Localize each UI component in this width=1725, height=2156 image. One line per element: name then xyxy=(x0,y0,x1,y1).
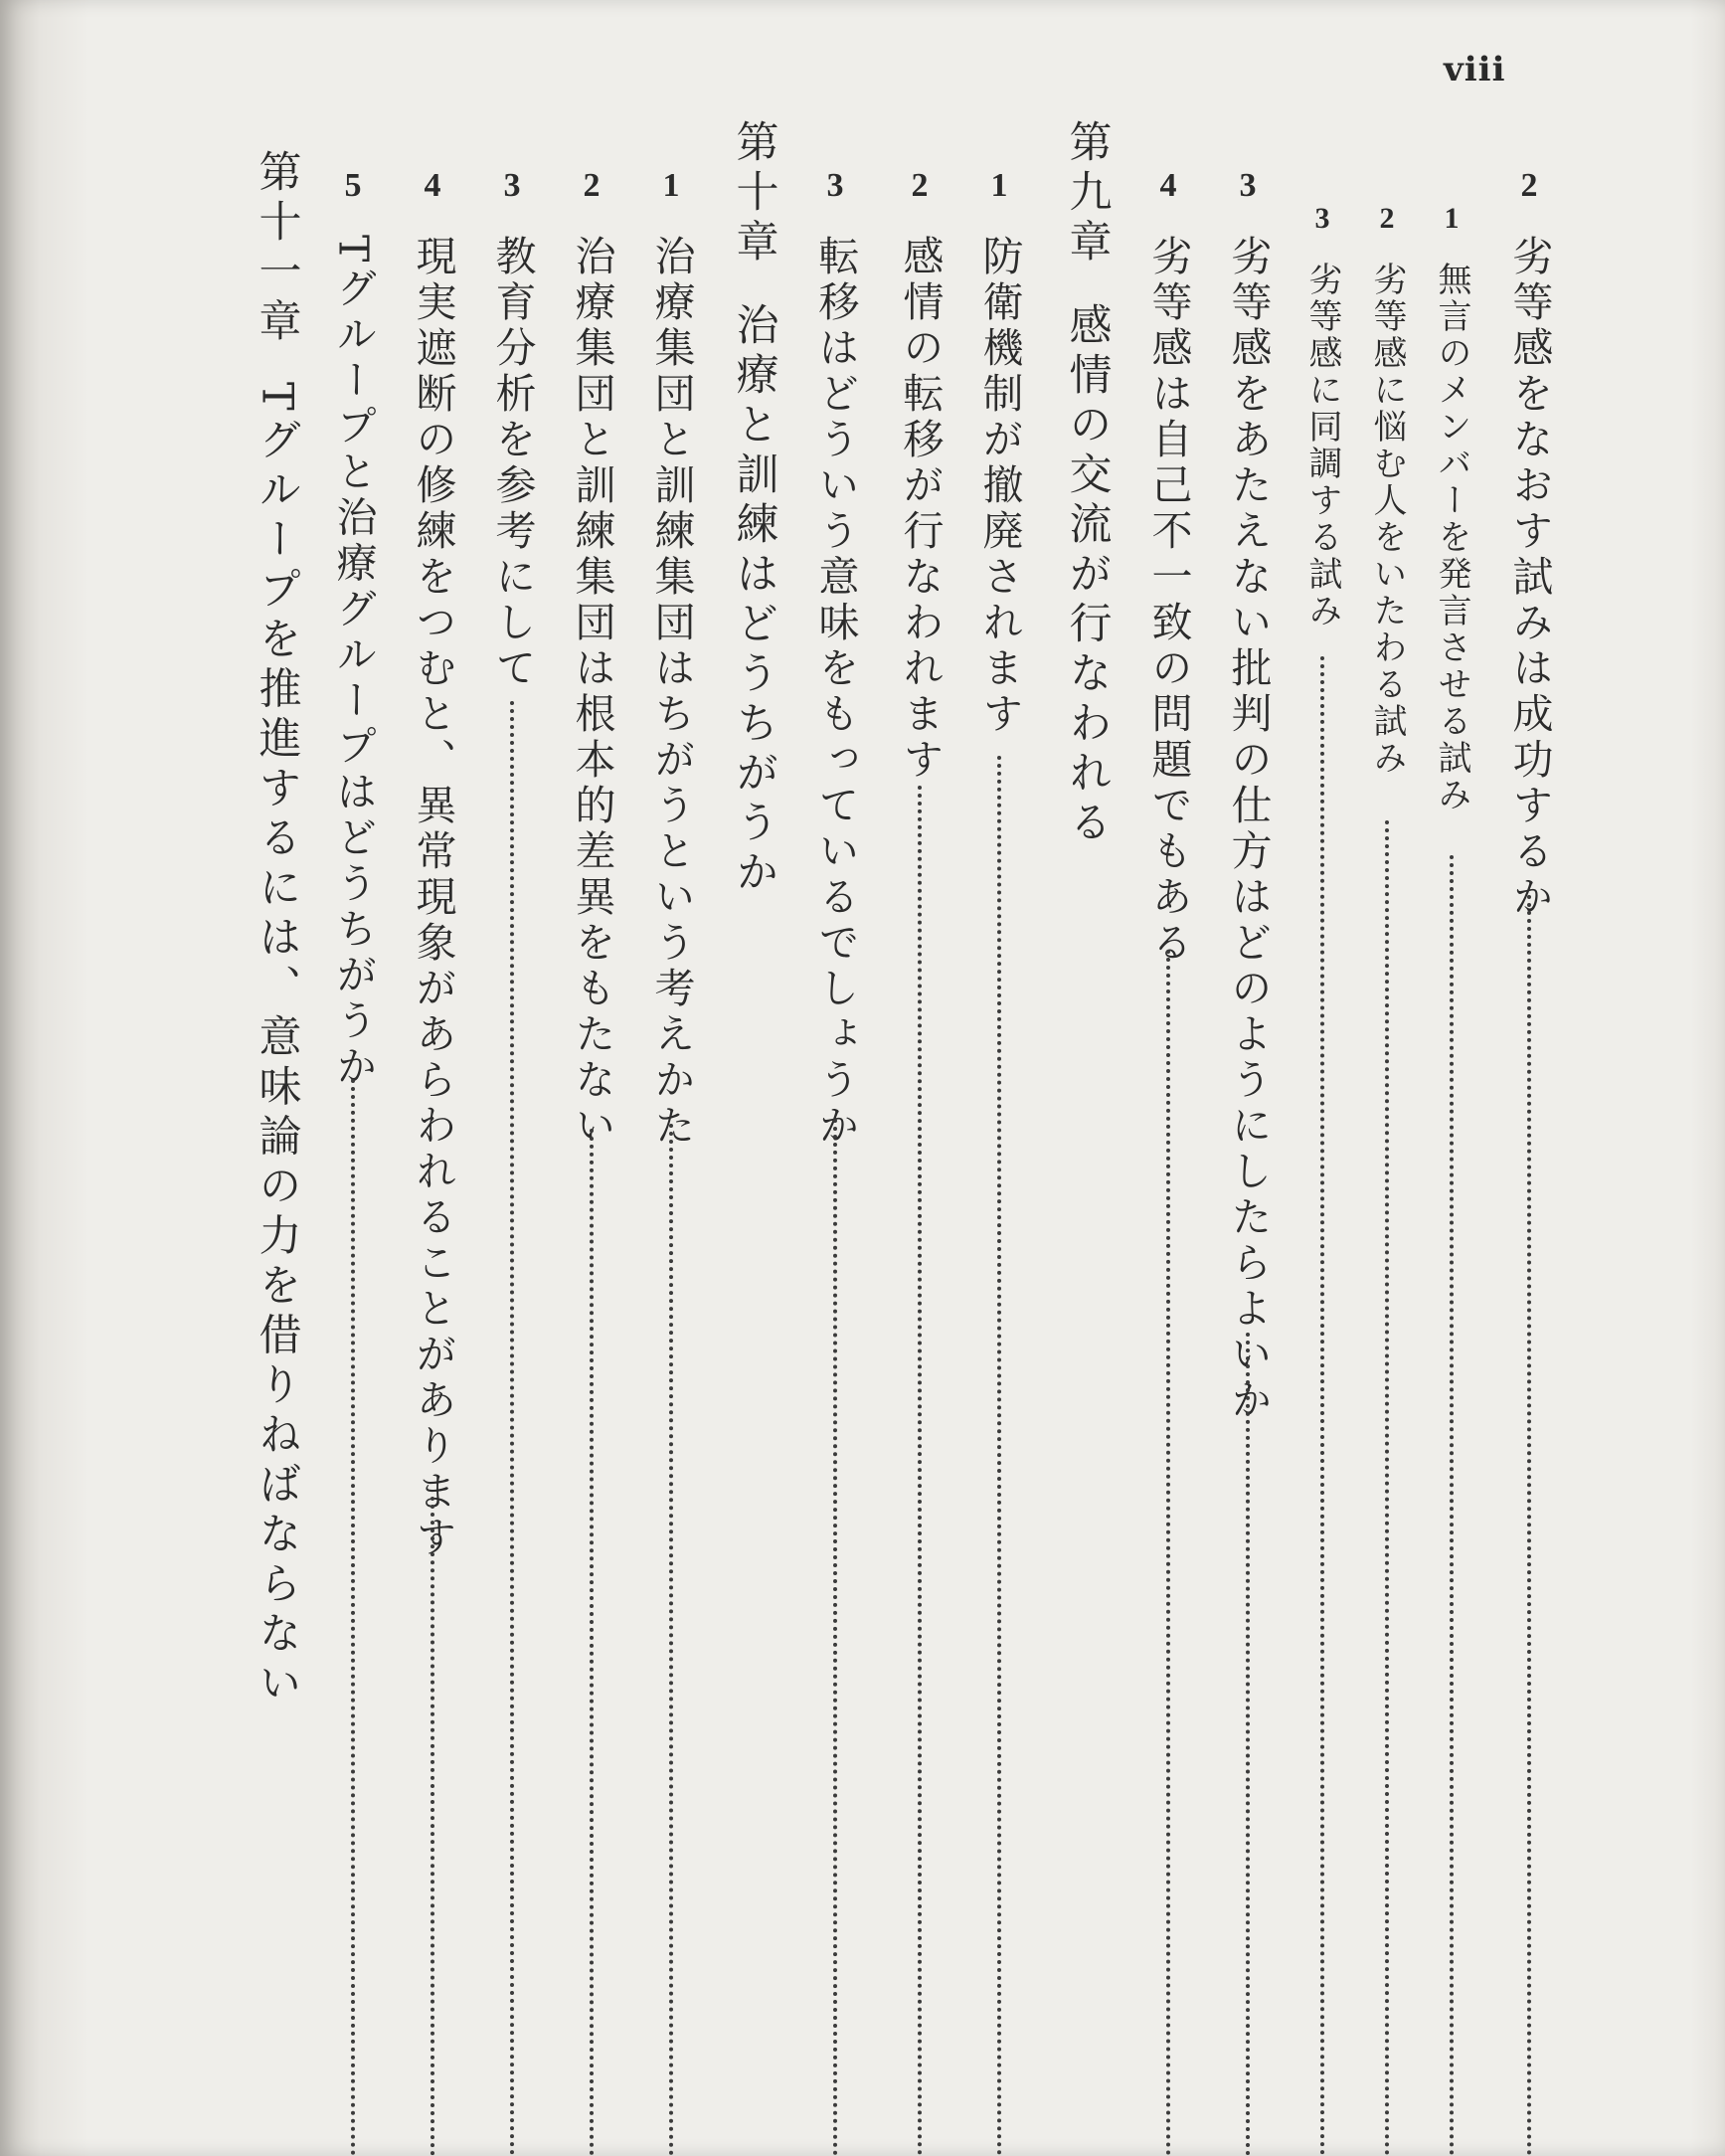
entry-title: 劣等感は自己不一致の問題でもある xyxy=(1144,235,1193,967)
entry-title: 劣等感に同調する試み xyxy=(1302,262,1342,629)
entry-title: 防衛機制が撤廃されます xyxy=(975,235,1024,738)
entry-title: Tグループと治療グループはどうちがうか xyxy=(329,235,378,1091)
toc-subentry xyxy=(1422,204,1481,813)
toc-entry xyxy=(969,169,1029,738)
entry-number: 4 xyxy=(424,167,441,204)
page-number: viii xyxy=(1444,50,1506,90)
entry-number: 1 xyxy=(990,167,1008,204)
chapter-heading xyxy=(1057,119,1117,849)
entry-title: 劣等感をあたえない批判の仕方はどのようにしたらよいか xyxy=(1224,235,1273,1424)
entry-number: 2 xyxy=(911,167,929,204)
chapter-title: 感情の交流が行なわれる xyxy=(1062,302,1113,849)
toc-subentry xyxy=(1293,204,1352,629)
entry-number: 1 xyxy=(662,167,680,204)
toc-entry xyxy=(1499,169,1559,921)
dot-leader xyxy=(1166,950,1170,2156)
chapter-label: 第十章 xyxy=(729,119,779,269)
entry-number: 1 xyxy=(1444,202,1460,235)
dot-leader xyxy=(918,786,922,2156)
dot-leader xyxy=(431,1497,434,2156)
dot-leader xyxy=(1385,820,1389,2156)
entry-title: 無言のメンバーを発言させる試み xyxy=(1432,262,1471,813)
toc-entry xyxy=(641,169,701,1150)
toc-entry xyxy=(805,169,865,1150)
chapter-label: 第十一章 xyxy=(252,149,302,348)
entry-number: 3 xyxy=(826,167,844,204)
entry-title: 転移はどういう意味をもっているでしょうか xyxy=(811,235,860,1150)
chapter-heading xyxy=(724,119,783,899)
entry-title: 感情の転移が行なわれます xyxy=(896,235,945,784)
toc-subentry xyxy=(1357,204,1417,777)
chapter-title: Tグループを推進するには、意味論の力を借りねばならない xyxy=(252,382,302,1710)
toc-entry xyxy=(1138,169,1198,967)
dot-leader xyxy=(1246,1333,1250,2156)
entry-title: 治療集団と訓練集団は根本的差異をもたない xyxy=(568,235,616,1150)
dot-leader xyxy=(669,1124,673,2156)
dot-leader xyxy=(590,1129,594,2156)
dot-leader xyxy=(833,1119,837,2156)
entry-number: 3 xyxy=(503,167,521,204)
entry-title: 治療集団と訓練集団はちがうという考えかた xyxy=(647,235,696,1150)
toc-entry xyxy=(323,169,383,1090)
entry-title: 劣等感をなおす試みは成功するか xyxy=(1505,235,1554,921)
entry-number: 3 xyxy=(1314,202,1330,235)
toc-entry xyxy=(403,169,462,1561)
dot-leader xyxy=(351,1079,355,2156)
entry-number: 3 xyxy=(1239,167,1257,204)
chapter-label: 第九章 xyxy=(1062,119,1113,269)
entry-title: 現実遮断の修練をつむと、異常現象があらわれることがあります xyxy=(409,235,457,1561)
entry-title: 劣等感に悩む人をいたわる試み xyxy=(1367,262,1407,777)
dot-leader xyxy=(510,701,514,2156)
entry-number: 5 xyxy=(344,167,362,204)
toc-entry xyxy=(1218,169,1278,1424)
toc-entry xyxy=(562,169,621,1150)
entry-number: 2 xyxy=(583,167,601,204)
dot-leader xyxy=(997,756,1001,2156)
dot-leader xyxy=(1527,895,1531,2156)
chapter-title: 治療と訓練はどうちがうか xyxy=(729,302,779,899)
entry-number: 4 xyxy=(1159,167,1177,204)
dot-leader xyxy=(1450,855,1454,2156)
dot-leader xyxy=(1320,656,1324,2156)
entry-title: 教育分析を参考にして xyxy=(488,235,537,692)
chapter-heading xyxy=(247,149,306,1710)
entry-number: 2 xyxy=(1379,202,1395,235)
entry-number: 2 xyxy=(1520,167,1538,204)
toc-entry xyxy=(482,169,542,692)
toc-entry xyxy=(890,169,949,784)
